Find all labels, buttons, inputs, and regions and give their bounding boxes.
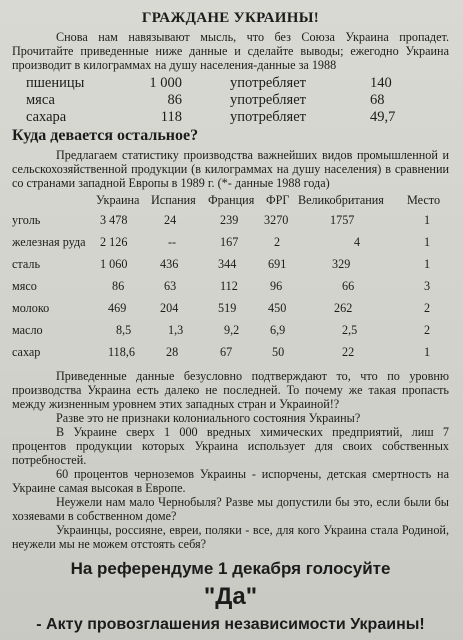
consumption-produced: 1 000 bbox=[149, 75, 182, 91]
cell-rank: 1 bbox=[424, 213, 431, 227]
appeal-yes: "Да" bbox=[203, 583, 258, 610]
cell-uk: 1757 bbox=[330, 213, 355, 227]
table-row bbox=[12, 301, 449, 317]
consumption-verb: употребляет bbox=[230, 75, 306, 91]
cell-ukraine: 118,6 bbox=[108, 345, 135, 359]
body-paragraph: Приведенные данные безусловно подтверждают то, что по уровню производства Украина есть далеко не последней. То почему же такая пропасть между жизненным уровнем этих западных стран и Украиной!? bbox=[12, 369, 449, 411]
cell-uk: 66 bbox=[342, 279, 355, 293]
cell-france: 344 bbox=[218, 257, 237, 271]
cell-spain: 436 bbox=[160, 257, 179, 271]
body-paragraph: Украинцы, россияне, евреи, поляки - все, для кого Украина стала Родиной, неужели мы не можем отстоять себя? bbox=[12, 523, 449, 551]
cell-france: 112 bbox=[220, 279, 238, 293]
consumption-list bbox=[12, 74, 449, 126]
column-header: Место bbox=[407, 193, 441, 207]
cell-rank: 3 bbox=[424, 279, 431, 293]
body-paragraph: В Украине сверх 1 000 вредных химических предприятий, лиш 7 процентов продукции которых Украина использует для своих собственных потребностей. bbox=[12, 425, 449, 467]
cell-frg: 50 bbox=[272, 345, 285, 359]
cell-ukraine: 2 126 bbox=[100, 235, 128, 249]
consumption-item: сахара bbox=[26, 109, 67, 125]
column-header: Испания bbox=[151, 193, 196, 207]
body-paragraph: Неужели нам мало Чернобыля? Разве мы допустили бы это, если были бы хозяевами в собственном доме? bbox=[12, 495, 449, 523]
cell-ukraine: 469 bbox=[108, 301, 127, 315]
consumption-item: пшеницы bbox=[26, 75, 85, 91]
table-row bbox=[12, 323, 449, 339]
consumption-consumed: 140 bbox=[370, 75, 392, 91]
cell-rank: 2 bbox=[424, 301, 431, 315]
cell-france: 519 bbox=[218, 301, 237, 315]
consumption-row bbox=[26, 75, 449, 92]
consumption-produced: 86 bbox=[167, 92, 182, 108]
consumption-produced: 118 bbox=[160, 109, 182, 125]
consumption-item: мяса bbox=[26, 92, 55, 108]
row-label: молоко bbox=[12, 301, 50, 315]
cell-spain: 63 bbox=[164, 279, 177, 293]
appeal-closing: - Акту провозглашения независимости Украины! bbox=[36, 616, 425, 633]
page-title: ГРАЖДАНЕ УКРАИНЫ! bbox=[141, 10, 320, 26]
row-label: мясо bbox=[12, 279, 37, 293]
cell-rank: 1 bbox=[424, 257, 431, 271]
statistics-table bbox=[12, 193, 449, 369]
cell-rank: 1 bbox=[424, 235, 431, 249]
cell-frg: 96 bbox=[270, 279, 283, 293]
stats-intro-paragraph: Предлагаем статистику производства важнейших видов промышленной и сельскохозяйственной продукции (в килограммах на душу населения) в сравнении со странами западной Европы в 1989 г. (*- данные 1988 года) bbox=[12, 148, 449, 190]
question-heading: Куда девается остальное? bbox=[12, 127, 199, 144]
row-label: уголь bbox=[12, 213, 41, 227]
cell-france: 167 bbox=[220, 235, 239, 249]
column-header: Франция bbox=[208, 193, 255, 207]
cell-france: 67 bbox=[220, 345, 233, 359]
cell-ukraine: 86 bbox=[112, 279, 125, 293]
cell-spain: 24 bbox=[164, 213, 177, 227]
consumption-consumed: 68 bbox=[370, 92, 385, 108]
consumption-consumed: 49,7 bbox=[370, 109, 396, 125]
table-row bbox=[12, 257, 449, 273]
cell-uk: 329 bbox=[332, 257, 351, 271]
cell-spain: 1,3 bbox=[168, 323, 184, 337]
column-header: Украина bbox=[96, 193, 140, 207]
cell-frg: 3270 bbox=[264, 213, 289, 227]
cell-ukraine: 3 478 bbox=[100, 213, 128, 227]
table-row bbox=[12, 213, 449, 229]
table-row bbox=[12, 279, 449, 295]
table-row bbox=[12, 235, 449, 251]
row-label: масло bbox=[12, 323, 43, 337]
cell-uk: 262 bbox=[334, 301, 353, 315]
consumption-row bbox=[26, 109, 449, 126]
cell-france: 9,2 bbox=[224, 323, 240, 337]
column-header: Великобритания bbox=[298, 193, 384, 207]
cell-france: 239 bbox=[220, 213, 239, 227]
table-row bbox=[12, 345, 449, 361]
consumption-verb: употребляет bbox=[230, 92, 306, 108]
body-paragraph: Разве это не признаки колониального состояния Украины? bbox=[56, 411, 361, 425]
cell-ukraine: 8,5 bbox=[116, 323, 132, 337]
cell-uk: 2,5 bbox=[342, 323, 358, 337]
cell-frg: 6,9 bbox=[270, 323, 286, 337]
cell-spain: 204 bbox=[160, 301, 179, 315]
cell-frg: 450 bbox=[268, 301, 287, 315]
column-header: ФРГ bbox=[266, 193, 290, 207]
cell-rank: 1 bbox=[424, 345, 431, 359]
consumption-row bbox=[26, 92, 449, 109]
cell-uk: 4 bbox=[354, 235, 361, 249]
row-label: сталь bbox=[12, 257, 41, 271]
row-label: сахар bbox=[12, 345, 41, 359]
consumption-verb: употребляет bbox=[230, 109, 306, 125]
cell-spain: -- bbox=[168, 235, 177, 249]
cell-rank: 2 bbox=[424, 323, 431, 337]
appeal-line: На референдуме 1 декабря голосуйте bbox=[70, 559, 391, 578]
body-paragraph: 60 процентов черноземов Украины - испорчены, детская смертность на Украине самая высокая в Европе. bbox=[12, 467, 449, 495]
row-label: железная руда bbox=[12, 235, 86, 249]
cell-frg: 691 bbox=[268, 257, 287, 271]
cell-frg: 2 bbox=[274, 235, 281, 249]
cell-spain: 28 bbox=[166, 345, 179, 359]
cell-ukraine: 1 060 bbox=[100, 257, 128, 271]
cell-uk: 22 bbox=[342, 345, 355, 359]
intro-paragraph: Снова нам навязывают мысль, что без Союза Украина пропадет. Прочитайте приведенные ниже данные и сделайте выводы; ежегодно Украина производит в килограммах на душу населения-данные за 1988 bbox=[12, 30, 449, 72]
